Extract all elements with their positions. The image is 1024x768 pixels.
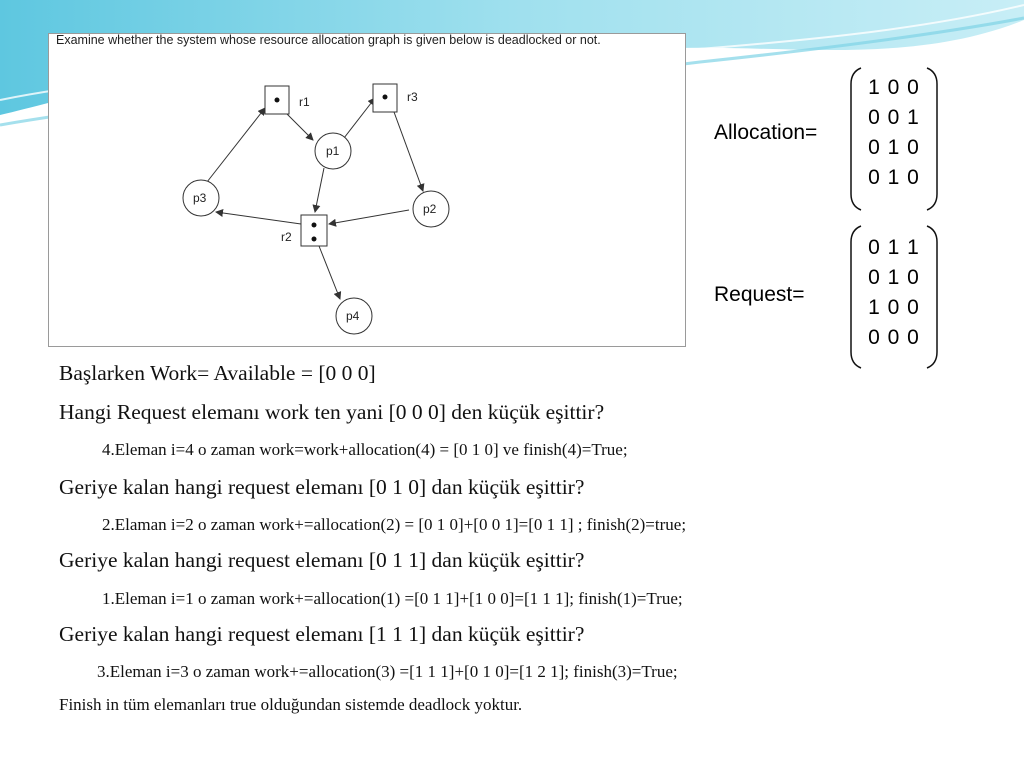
allocation-row: 1 0 0	[868, 76, 920, 99]
allocation-label: Allocation=	[714, 121, 818, 144]
instance-dot	[312, 223, 317, 228]
text-line: Geriye kalan hangi request elemanı [0 1 0] dan küçük eşittir?	[59, 475, 585, 499]
label-p3: p3	[193, 191, 207, 205]
label-p2: p2	[423, 202, 437, 216]
label-r3: r3	[407, 90, 418, 104]
text-line: Finish in tüm elemanları true olduğundan sistemde deadlock yoktur.	[59, 695, 523, 714]
edge-p3-r1	[207, 108, 265, 182]
request-row: 0 1 1	[868, 236, 920, 259]
text-line: Geriye kalan hangi request elemanı [1 1 1] dan küçük eşittir?	[59, 622, 585, 646]
request-matrix	[849, 224, 939, 370]
request-row: 0 1 0	[868, 266, 920, 289]
text-line: Geriye kalan hangi request elemanı [0 1 1] dan küçük eşittir?	[59, 548, 585, 572]
text-line: 2.Elaman i=2 o zaman work+=allocation(2) = [0 1 0]+[0 0 1]=[0 1 1] ; finish(2)=true;	[102, 515, 687, 534]
label-p4: p4	[346, 309, 360, 323]
resource-allocation-graph-figure	[48, 33, 686, 347]
resource-allocation-graph	[49, 34, 685, 346]
text-line: Başlarken Work= Available = [0 0 0]	[59, 361, 376, 385]
allocation-row: 0 1 0	[868, 166, 920, 189]
allocation-row: 0 0 1	[868, 106, 920, 129]
allocation-matrix	[849, 66, 939, 212]
figure-caption: Examine whether the system whose resource allocation graph is given below is deadlocked or not.	[56, 33, 601, 47]
label-p1: p1	[326, 144, 340, 158]
label-r1: r1	[299, 95, 310, 109]
request-row: 0 0 0	[868, 326, 920, 349]
text-line: 1.Eleman i=1 o zaman work+=allocation(1) =[0 1 1]+[1 0 0]=[1 1 1]; finish(1)=True;	[102, 589, 683, 608]
allocation-row: 0 1 0	[868, 136, 920, 159]
edge-p1-r3	[344, 98, 375, 138]
edge-p1-r2	[315, 168, 324, 212]
edge-r2-p4	[319, 246, 340, 299]
edge-r2-p3	[216, 212, 301, 224]
instance-dot	[383, 95, 388, 100]
text-line: 3.Eleman i=3 o zaman work+=allocation(3) =[1 1 1]+[0 1 0]=[1 2 1]; finish(3)=True;	[97, 662, 678, 681]
instance-dot	[275, 98, 280, 103]
request-label: Request=	[714, 283, 805, 306]
edge-r3-p2	[394, 112, 423, 191]
label-r2: r2	[281, 230, 292, 244]
edge-p2-r2	[329, 210, 409, 224]
edge-r1-p1	[287, 114, 313, 140]
text-line: 4.Eleman i=4 o zaman work=work+allocation(4) = [0 1 0] ve finish(4)=True;	[102, 440, 628, 459]
instance-dot	[312, 237, 317, 242]
request-row: 1 0 0	[868, 296, 920, 319]
text-line: Hangi Request elemanı work ten yani [0 0 0] den küçük eşittir?	[59, 400, 605, 424]
